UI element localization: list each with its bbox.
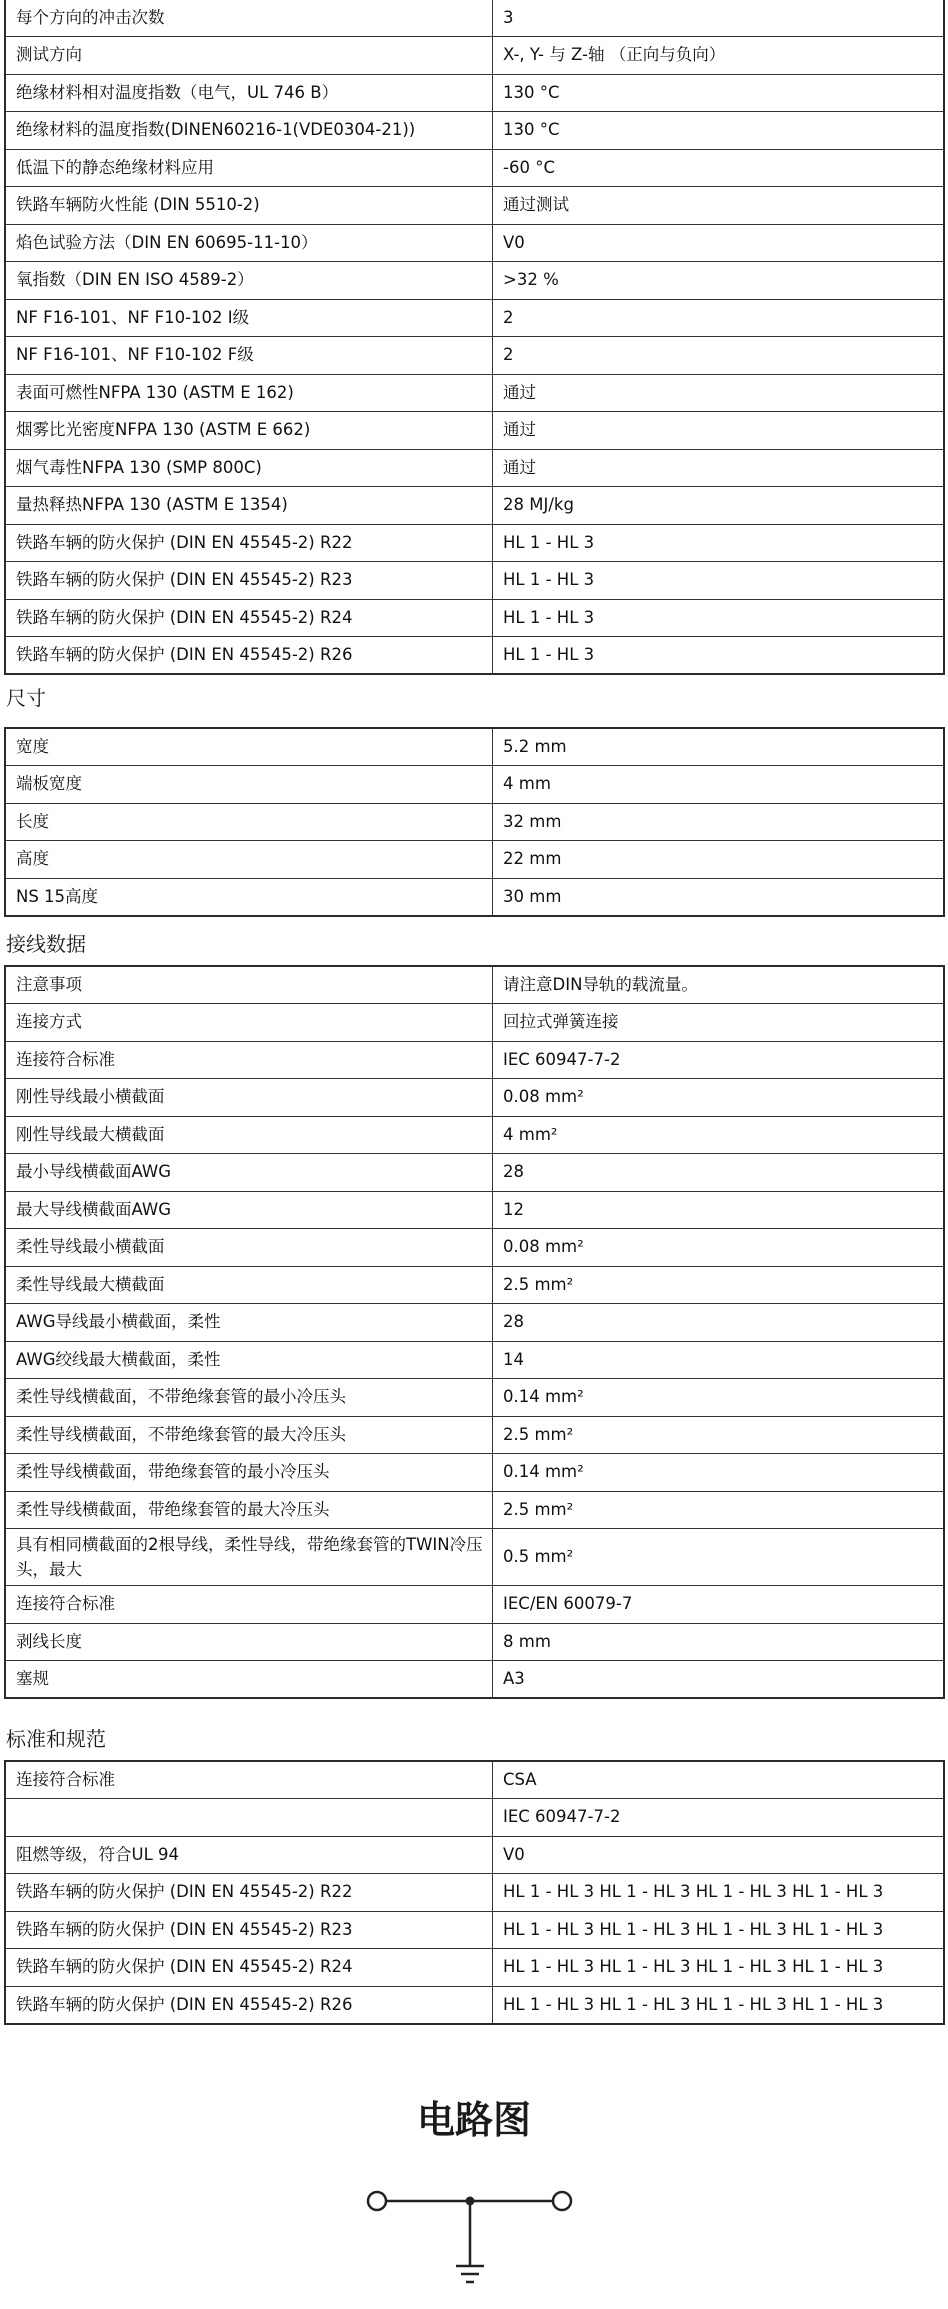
property-value-cell: 0.08 mm² bbox=[493, 1229, 945, 1267]
test-properties-table bbox=[4, 0, 945, 675]
ground-icon bbox=[456, 2266, 484, 2282]
connection-data-table bbox=[4, 965, 945, 1699]
table-row bbox=[5, 449, 944, 487]
property-value-cell: -60 °C bbox=[493, 149, 945, 187]
property-value-cell: 28 bbox=[493, 1154, 945, 1192]
property-value-cell: 4 mm bbox=[493, 766, 945, 804]
table-row bbox=[5, 412, 944, 450]
property-value-cell: 0.14 mm² bbox=[493, 1379, 945, 1417]
property-value-cell: 通过 bbox=[493, 412, 945, 450]
table-row bbox=[5, 1229, 944, 1267]
property-value-cell: 请注意DIN导轨的载流量。 bbox=[493, 966, 945, 1004]
property-name-cell: 刚性导线最大横截面 bbox=[5, 1116, 493, 1154]
property-value-cell: 28 bbox=[493, 1304, 945, 1342]
property-value-cell: 0.5 mm² bbox=[493, 1529, 945, 1586]
property-name-cell: 最大导线横截面AWG bbox=[5, 1191, 493, 1229]
table-row bbox=[5, 1986, 944, 2024]
property-value-cell: 回拉式弹簧连接 bbox=[493, 1004, 945, 1042]
property-value-cell: HL 1 - HL 3 bbox=[493, 637, 945, 675]
property-value-cell: V0 bbox=[493, 224, 945, 262]
property-value-cell: 130 °C bbox=[493, 112, 945, 150]
property-value-cell: V0 bbox=[493, 1836, 945, 1874]
property-value-cell: 12 bbox=[493, 1191, 945, 1229]
property-value-cell: HL 1 - HL 3 bbox=[493, 599, 945, 637]
property-name-cell: NF F16-101、NF F10-102 F级 bbox=[5, 337, 493, 375]
property-name-cell: 柔性导线横截面，不带绝缘套管的最大冷压头 bbox=[5, 1416, 493, 1454]
property-name-cell: 铁路车辆的防火保护 (DIN EN 45545-2) R22 bbox=[5, 1874, 493, 1912]
property-name-cell: 连接方式 bbox=[5, 1004, 493, 1042]
property-name-cell: 柔性导线横截面，带绝缘套管的最大冷压头 bbox=[5, 1491, 493, 1529]
connection-section-title: 接线数据 bbox=[6, 932, 86, 956]
property-value-cell: 30 mm bbox=[493, 878, 945, 916]
table-row bbox=[5, 1191, 944, 1229]
property-value-cell: 2.5 mm² bbox=[493, 1416, 945, 1454]
property-value-cell: HL 1 - HL 3 bbox=[493, 562, 945, 600]
table-row bbox=[5, 1586, 944, 1624]
property-value-cell: 2 bbox=[493, 299, 945, 337]
property-name-cell: 铁路车辆的防火保护 (DIN EN 45545-2) R24 bbox=[5, 1949, 493, 1987]
property-value-cell: 2 bbox=[493, 337, 945, 375]
circuit-diagram-title: 电路图 bbox=[416, 2098, 531, 2142]
dimensions-section-title: 尺寸 bbox=[6, 686, 46, 710]
property-value-cell: IEC 60947-7-2 bbox=[493, 1799, 945, 1837]
property-name-cell: NS 15高度 bbox=[5, 878, 493, 916]
property-value-cell: >32 % bbox=[493, 262, 945, 300]
table-row bbox=[5, 1529, 944, 1586]
table-row bbox=[5, 1911, 944, 1949]
table-row bbox=[5, 0, 944, 37]
property-value-cell: X-, Y- 与 Z-轴 （正向与负向） bbox=[493, 37, 945, 75]
property-name-cell: 绝缘材料的温度指数(DINEN60216-1(VDE0304-21)) bbox=[5, 112, 493, 150]
table-row bbox=[5, 1341, 944, 1379]
property-name-cell: NF F16-101、NF F10-102 I级 bbox=[5, 299, 493, 337]
property-name-cell: 烟气毒性NFPA 130 (SMP 800C) bbox=[5, 449, 493, 487]
table-row bbox=[5, 1416, 944, 1454]
property-name-cell: 氧指数（DIN EN ISO 4589-2） bbox=[5, 262, 493, 300]
property-name-cell bbox=[5, 1799, 493, 1837]
table-row bbox=[5, 1491, 944, 1529]
table-row bbox=[5, 1116, 944, 1154]
table-row bbox=[5, 262, 944, 300]
property-name-cell: 每个方向的冲击次数 bbox=[5, 0, 493, 37]
property-name-cell: 端板宽度 bbox=[5, 766, 493, 804]
table-row bbox=[5, 524, 944, 562]
property-value-cell: CSA bbox=[493, 1761, 945, 1799]
property-value-cell: HL 1 - HL 3 HL 1 - HL 3 HL 1 - HL 3 HL 1 - HL 3 bbox=[493, 1949, 945, 1987]
table-row bbox=[5, 637, 944, 675]
table-row bbox=[5, 841, 944, 879]
property-name-cell: 铁路车辆的防火保护 (DIN EN 45545-2) R26 bbox=[5, 1986, 493, 2024]
property-name-cell: 具有相同横截面的2根导线，柔性导线，带绝缘套管的TWIN冷压头，最大 bbox=[5, 1529, 493, 1586]
property-name-cell: 铁路车辆的防火保护 (DIN EN 45545-2) R26 bbox=[5, 637, 493, 675]
property-name-cell: 高度 bbox=[5, 841, 493, 879]
property-value-cell: IEC 60947-7-2 bbox=[493, 1041, 945, 1079]
table-row bbox=[5, 487, 944, 525]
property-value-cell: 32 mm bbox=[493, 803, 945, 841]
property-name-cell: 绝缘材料相对温度指数（电气，UL 746 B） bbox=[5, 74, 493, 112]
table-row bbox=[5, 1004, 944, 1042]
property-value-cell: 22 mm bbox=[493, 841, 945, 879]
property-name-cell: 柔性导线横截面，带绝缘套管的最小冷压头 bbox=[5, 1454, 493, 1492]
table-row bbox=[5, 149, 944, 187]
property-value-cell: HL 1 - HL 3 bbox=[493, 524, 945, 562]
property-name-cell: 表面可燃性NFPA 130 (ASTM E 162) bbox=[5, 374, 493, 412]
property-name-cell: 铁路车辆的防火保护 (DIN EN 45545-2) R22 bbox=[5, 524, 493, 562]
table-row bbox=[5, 966, 944, 1004]
property-value-cell: 130 °C bbox=[493, 74, 945, 112]
property-name-cell: 烟雾比光密度NFPA 130 (ASTM E 662) bbox=[5, 412, 493, 450]
standards-section-title: 标准和规范 bbox=[6, 1727, 106, 1751]
table-row bbox=[5, 1761, 944, 1799]
property-name-cell: 连接符合标准 bbox=[5, 1041, 493, 1079]
table-row bbox=[5, 1266, 944, 1304]
property-value-cell: IEC/EN 60079-7 bbox=[493, 1586, 945, 1624]
property-name-cell: 连接符合标准 bbox=[5, 1761, 493, 1799]
table-row bbox=[5, 37, 944, 75]
property-name-cell: 铁路车辆的防火保护 (DIN EN 45545-2) R23 bbox=[5, 562, 493, 600]
table-row bbox=[5, 1949, 944, 1987]
table-row bbox=[5, 299, 944, 337]
property-value-cell: HL 1 - HL 3 HL 1 - HL 3 HL 1 - HL 3 HL 1 - HL 3 bbox=[493, 1874, 945, 1912]
property-name-cell: 柔性导线最小横截面 bbox=[5, 1229, 493, 1267]
table-row bbox=[5, 562, 944, 600]
property-value-cell: 0.14 mm² bbox=[493, 1454, 945, 1492]
table-row bbox=[5, 803, 944, 841]
property-value-cell: 通过测试 bbox=[493, 187, 945, 225]
table-row bbox=[5, 1454, 944, 1492]
table-row bbox=[5, 1379, 944, 1417]
table-row bbox=[5, 728, 944, 766]
dimensions-table bbox=[4, 727, 945, 917]
property-value-cell: 8 mm bbox=[493, 1623, 945, 1661]
standards-table bbox=[4, 1760, 945, 2025]
terminal-right-icon bbox=[553, 2192, 571, 2210]
property-name-cell: 注意事项 bbox=[5, 966, 493, 1004]
property-name-cell: 铁路车辆防火性能 (DIN 5510-2) bbox=[5, 187, 493, 225]
property-value-cell: A3 bbox=[493, 1661, 945, 1699]
circuit-diagram bbox=[360, 2178, 580, 2298]
table-row bbox=[5, 1623, 944, 1661]
property-value-cell: 5.2 mm bbox=[493, 728, 945, 766]
property-name-cell: 柔性导线最大横截面 bbox=[5, 1266, 493, 1304]
property-name-cell: 焰色试验方法（DIN EN 60695-11-10） bbox=[5, 224, 493, 262]
table-row bbox=[5, 1874, 944, 1912]
table-row bbox=[5, 766, 944, 804]
property-name-cell: 塞规 bbox=[5, 1661, 493, 1699]
property-name-cell: AWG绞线最大横截面，柔性 bbox=[5, 1341, 493, 1379]
property-name-cell: 长度 bbox=[5, 803, 493, 841]
property-name-cell: AWG导线最小横截面，柔性 bbox=[5, 1304, 493, 1342]
table-row bbox=[5, 878, 944, 916]
property-value-cell: 2.5 mm² bbox=[493, 1491, 945, 1529]
table-row bbox=[5, 74, 944, 112]
property-value-cell: 2.5 mm² bbox=[493, 1266, 945, 1304]
table-row bbox=[5, 1079, 944, 1117]
property-value-cell: 14 bbox=[493, 1341, 945, 1379]
property-value-cell: HL 1 - HL 3 HL 1 - HL 3 HL 1 - HL 3 HL 1 - HL 3 bbox=[493, 1911, 945, 1949]
property-name-cell: 铁路车辆的防火保护 (DIN EN 45545-2) R23 bbox=[5, 1911, 493, 1949]
property-name-cell: 测试方向 bbox=[5, 37, 493, 75]
property-name-cell: 连接符合标准 bbox=[5, 1586, 493, 1624]
property-value-cell: 3 bbox=[493, 0, 945, 37]
property-name-cell: 刚性导线最小横截面 bbox=[5, 1079, 493, 1117]
property-value-cell: 通过 bbox=[493, 374, 945, 412]
property-name-cell: 铁路车辆的防火保护 (DIN EN 45545-2) R24 bbox=[5, 599, 493, 637]
table-row bbox=[5, 112, 944, 150]
property-value-cell: 0.08 mm² bbox=[493, 1079, 945, 1117]
property-name-cell: 低温下的静态绝缘材料应用 bbox=[5, 149, 493, 187]
table-row bbox=[5, 337, 944, 375]
property-value-cell: 通过 bbox=[493, 449, 945, 487]
table-row bbox=[5, 187, 944, 225]
property-value-cell: 4 mm² bbox=[493, 1116, 945, 1154]
table-row bbox=[5, 1041, 944, 1079]
table-row bbox=[5, 599, 944, 637]
property-value-cell: HL 1 - HL 3 HL 1 - HL 3 HL 1 - HL 3 HL 1 - HL 3 bbox=[493, 1986, 945, 2024]
table-row bbox=[5, 1304, 944, 1342]
table-row bbox=[5, 1836, 944, 1874]
table-row bbox=[5, 1799, 944, 1837]
property-name-cell: 阻燃等级，符合UL 94 bbox=[5, 1836, 493, 1874]
table-row bbox=[5, 224, 944, 262]
table-row bbox=[5, 374, 944, 412]
table-row bbox=[5, 1154, 944, 1192]
property-name-cell: 最小导线横截面AWG bbox=[5, 1154, 493, 1192]
property-name-cell: 剥线长度 bbox=[5, 1623, 493, 1661]
table-row bbox=[5, 1661, 944, 1699]
property-name-cell: 量热释热NFPA 130 (ASTM E 1354) bbox=[5, 487, 493, 525]
terminal-left-icon bbox=[368, 2192, 386, 2210]
property-value-cell: 28 MJ/kg bbox=[493, 487, 945, 525]
property-name-cell: 宽度 bbox=[5, 728, 493, 766]
property-name-cell: 柔性导线横截面，不带绝缘套管的最小冷压头 bbox=[5, 1379, 493, 1417]
